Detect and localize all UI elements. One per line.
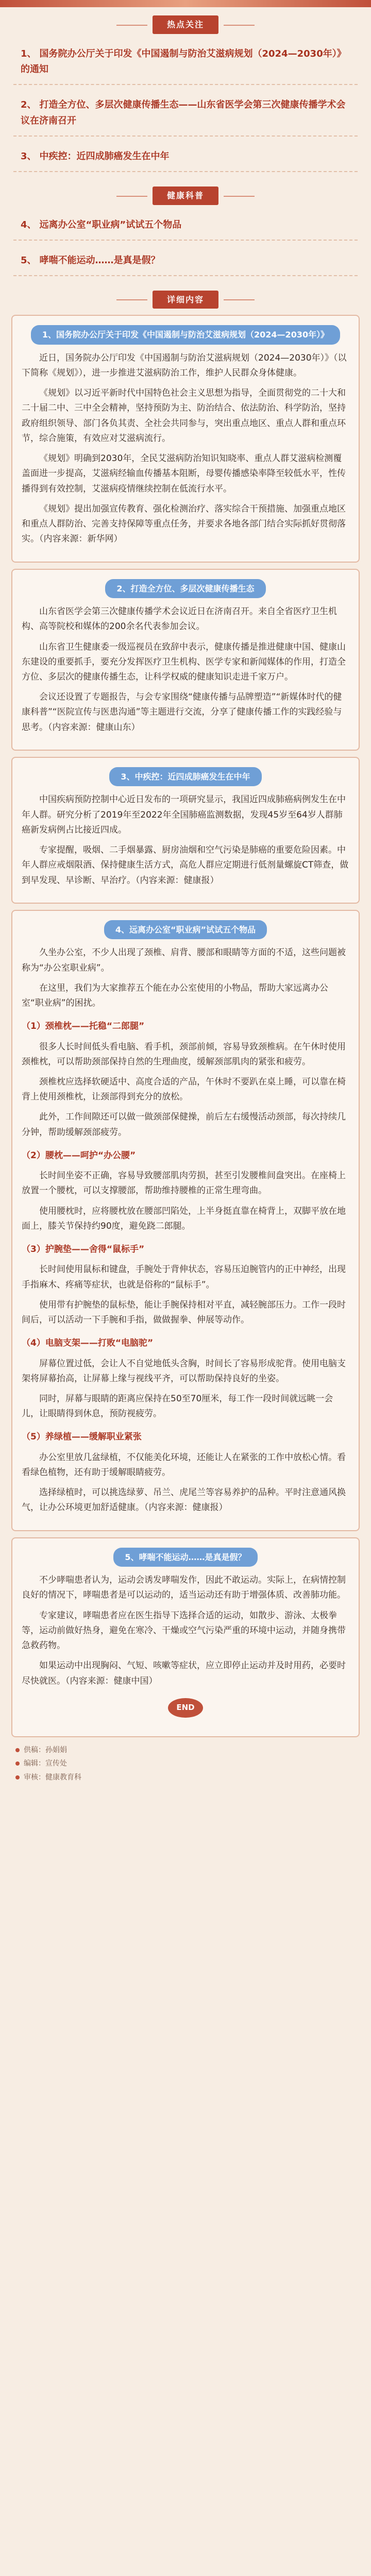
article-5-box — [11, 1537, 360, 1737]
article-paragraph: 颈椎枕应选择软硬适中、高度合适的产品，午休时不要趴在桌上睡，可以靠在椅背上使用颈椎枕，让颈部得到充分的放松。 — [22, 1077, 346, 1103]
article-paragraph: 使用带有护腕垫的鼠标垫，能让手腕保持相对平直，减轻腕部压力。工作一段时间后，可以活动一下手腕和手指，做做握拳、伸展等动作。 — [22, 1299, 346, 1326]
toc-item-4[interactable]: 4、 远离办公室“职业病”试试五个物品 — [13, 211, 358, 241]
article-paragraph: 会议还设置了专题报告，与会专家围绕“健康传播与品牌塑造”“新媒体时代的健康科普”“医院宣传与医患沟通”等主题进行交流，分享了健康传播工作的实践经验与思考。（内容来源：健康山东） — [22, 692, 342, 733]
section-tag-detail: 详细内容 — [153, 291, 218, 309]
section-tag-health: 健康科普 — [153, 187, 218, 205]
article-paragraph: 中国疾病预防控制中心近日发布的一项研究显示，我国近四成肺癌病例发生在中年人群。研究分析了2019年至2022年全国肺癌监测数据，发现45岁至64岁人群肺癌新发病例占比接近四成。 — [22, 794, 346, 835]
sub-heading: （3）护腕垫——舍得“鼠标手” — [22, 1244, 145, 1255]
toc-title: 打造全方位、多层次健康传播生态——山东省医学会第三次健康传播学术会议在济南召开 — [21, 99, 346, 127]
toc-title: 中疾控：近四成肺癌发生在中年 — [39, 151, 170, 162]
article-4-banner: 4、远离办公室“职业病”试试五个物品 — [104, 920, 267, 940]
toc-item-2[interactable]: 2、 打造全方位、多层次健康传播生态——山东省医学会第三次健康传播学术会议在济南召开 — [13, 91, 358, 137]
top-decoration — [0, 0, 371, 7]
bullet-dot-icon — [15, 1775, 20, 1780]
section-tag-hot: 热点关注 — [153, 15, 218, 34]
article-2-box — [11, 569, 360, 751]
article-paragraph: 选择绿植时，可以挑选绿萝、吊兰、虎尾兰等容易养护的品种。平时注意通风换气，让办公环境更加舒适健康。（内容来源：健康报） — [22, 1487, 346, 1513]
article-paragraph: 在这里，我们为大家推荐五个能在办公室使用的小物品，帮助大家远离办公室“职业病”的困扰。 — [22, 982, 328, 1009]
credit-line: 供稿：孙娟娟 — [15, 1743, 356, 1757]
bullet-dot-icon — [15, 1761, 20, 1766]
sub-heading: （2）腰枕——呵护“办公腰” — [22, 1150, 136, 1161]
bullet-dot-icon — [15, 1748, 20, 1752]
article-paragraph: 专家提醒，吸烟、二手烟暴露、厨房油烟和空气污染是肺癌的重要危险因素。中年人群应戒烟限酒、保持健康生活方式，高危人群应定期进行低剂量螺旋CT筛查，做到早发现、早诊断、早治疗。（内容来源：健康报） — [22, 845, 349, 886]
article-paragraph: 长时间坐姿不正确，容易导致腰部肌肉劳损，甚至引发腰椎间盘突出。在座椅上放置一个腰枕，可以支撑腰部，帮助维持腰椎的正常生理弯曲。 — [22, 1171, 346, 1196]
credits — [15, 1743, 356, 1785]
article-paragraph: 此外，工作间隙还可以做一做颈部保健操，前后左右缓慢活动颈部，每次持续几分钟，帮助缓解颈部疲劳。 — [22, 1112, 346, 1138]
end-badge: END — [168, 1698, 203, 1718]
article-paragraph: 如果运动中出现胸闷、气短、咳嗽等症状，应立即停止运动并及时用药，必要时尽快就医。（内容来源：健康中国） — [22, 1660, 346, 1686]
toc-item-3[interactable]: 3、 中疾控：近四成肺癌发生在中年 — [13, 143, 358, 172]
article-paragraph: 办公室里放几盆绿植，不仅能美化环境，还能让人在紧张的工作中放松心情。看看绿色植物，还有助于缓解眼睛疲劳。 — [22, 1452, 346, 1478]
article-2-banner: 2、打造全方位、多层次健康传播生态 — [105, 579, 265, 599]
credit-line: 审核：健康教育科 — [15, 1771, 356, 1785]
toc-title: 哮喘不能运动……是真是假？ — [39, 255, 160, 266]
toc-item-5[interactable]: 5、 哮喘不能运动……是真是假？ — [13, 247, 358, 276]
toc-title: 国务院办公厅关于印发《中国遏制与防治艾滋病规划（2024—2030年）》的通知 — [21, 48, 346, 75]
article-paragraph: 专家建议，哮喘患者应在医生指导下选择合适的运动，如散步、游泳、太极拳等，运动前做好热身，避免在寒冷、干燥或空气污染严重的环境中运动，并随身携带急救药物。 — [22, 1610, 346, 1651]
article-paragraph: 同时，屏幕与眼睛的距离应保持在50至70厘米，每工作一段时间就远眺一会儿，让眼睛得到休息，预防视疲劳。 — [22, 1394, 333, 1419]
article-3-banner: 3、中疾控：近四成肺癌发生在中年 — [109, 767, 261, 787]
toc-title: 远离办公室“职业病”试试五个物品 — [39, 219, 182, 230]
toc-item-1[interactable]: 1、 国务院办公厅关于印发《中国遏制与防治艾滋病规划（2024—2030年）》的通知 — [13, 40, 358, 86]
article-paragraph: 山东省医学会第三次健康传播学术会议近日在济南召开。来自全省医疗卫生机构、高等院校和媒体的200余名代表参加会议。 — [22, 606, 337, 632]
article-paragraph: 久坐办公室，不少人出现了颈椎、肩背、腰部和眼睛等方面的不适，这些问题被称为“办公室职业病”。 — [22, 947, 346, 973]
article-paragraph: 近日，国务院办公厅印发《中国遏制与防治艾滋病规划（2024—2030年）》（以下简称《规划》），进一步推进艾滋病防治工作，维护人民群众身体健康。 — [22, 352, 347, 378]
article-paragraph: 很多人长时间低头看电脑、看手机，颈部前倾，容易导致颈椎病。在午休时使用颈椎枕，可以帮助颈部保持自然的生理曲度，缓解颈部肌肉的紧张和疲劳。 — [22, 1041, 346, 1067]
article-paragraph: 使用腰枕时，应将腰枕放在腰部凹陷处，上半身挺直靠在椅背上，双脚平放在地面上，膝关节保持约90度，避免跷二郎腿。 — [22, 1206, 346, 1231]
credit-line: 编辑：宣传处 — [15, 1757, 356, 1771]
article-paragraph: 山东省卫生健康委一级巡视员在致辞中表示，健康传播是推进健康中国、健康山东建设的重要抓手，要充分发挥医疗卫生机构、医学专家和新闻媒体的作用，打造全方位、多层次的健康传播生态，让科学权威的健康知识走进千家万户。 — [22, 641, 346, 682]
article-paragraph: 《规划》以习近平新时代中国特色社会主义思想为指导，全面贯彻党的二十大和二十届二中、三中全会精神，坚持预防为主、防治结合、依法防治、科学防治，坚持政府组织领导、部门各负其责、全社会共同参与，突出重点地区、重点人群和重点环节，综合施策，有效应对艾滋病流行。 — [22, 388, 346, 444]
article-paragraph: 屏幕位置过低，会让人不自觉地低头含胸，时间长了容易形成驼背。使用电脑支架将屏幕抬高，让屏幕上缘与视线平齐，可以帮助保持良好的坐姿。 — [22, 1358, 346, 1384]
article-paragraph: 《规划》提出加强宣传教育、强化检测治疗、落实综合干预措施、加强重点地区和重点人群防治、完善支持保障等重点任务，并要求各地各部门结合实际抓好贯彻落实。（内容来源：新华网） — [22, 503, 346, 545]
article-4-box — [11, 910, 360, 1531]
article-1-banner: 1、国务院办公厅关于印发《中国遏制与防治艾滋病规划（2024—2030年）》 — [31, 325, 340, 345]
article-paragraph: 《规划》明确到2030年，全民艾滋病防治知识知晓率、重点人群艾滋病检测覆盖面进一步提高，艾滋病经输血传播基本阻断，母婴传播感染率降至较低水平，性传播得到有效控制，艾滋病疫情继续控制在低流行水平。 — [22, 453, 346, 494]
article-paragraph: 不少哮喘患者认为，运动会诱发哮喘发作，因此不敢运动。实际上，在病情控制良好的情况下，哮喘患者是可以运动的，适当运动还有助于增强体质、改善肺功能。 — [22, 1575, 346, 1601]
article-1-box — [11, 315, 360, 562]
article-3-box — [11, 757, 360, 904]
sub-heading: （4）电脑支架——打败“电脑驼” — [22, 1338, 154, 1349]
article-paragraph: 长时间使用鼠标和键盘，手腕处于背伸状态，容易压迫腕管内的正中神经，出现手指麻木、疼痛等症状，也就是俗称的“鼠标手”。 — [22, 1264, 346, 1290]
sub-heading: （1）颈椎枕——托稳“二郎腿” — [22, 1021, 145, 1032]
article-5-banner: 5、哮喘不能运动……是真是假？ — [113, 1548, 257, 1567]
sub-heading: （5）养绿植——缓解职业紧张 — [22, 1432, 142, 1443]
